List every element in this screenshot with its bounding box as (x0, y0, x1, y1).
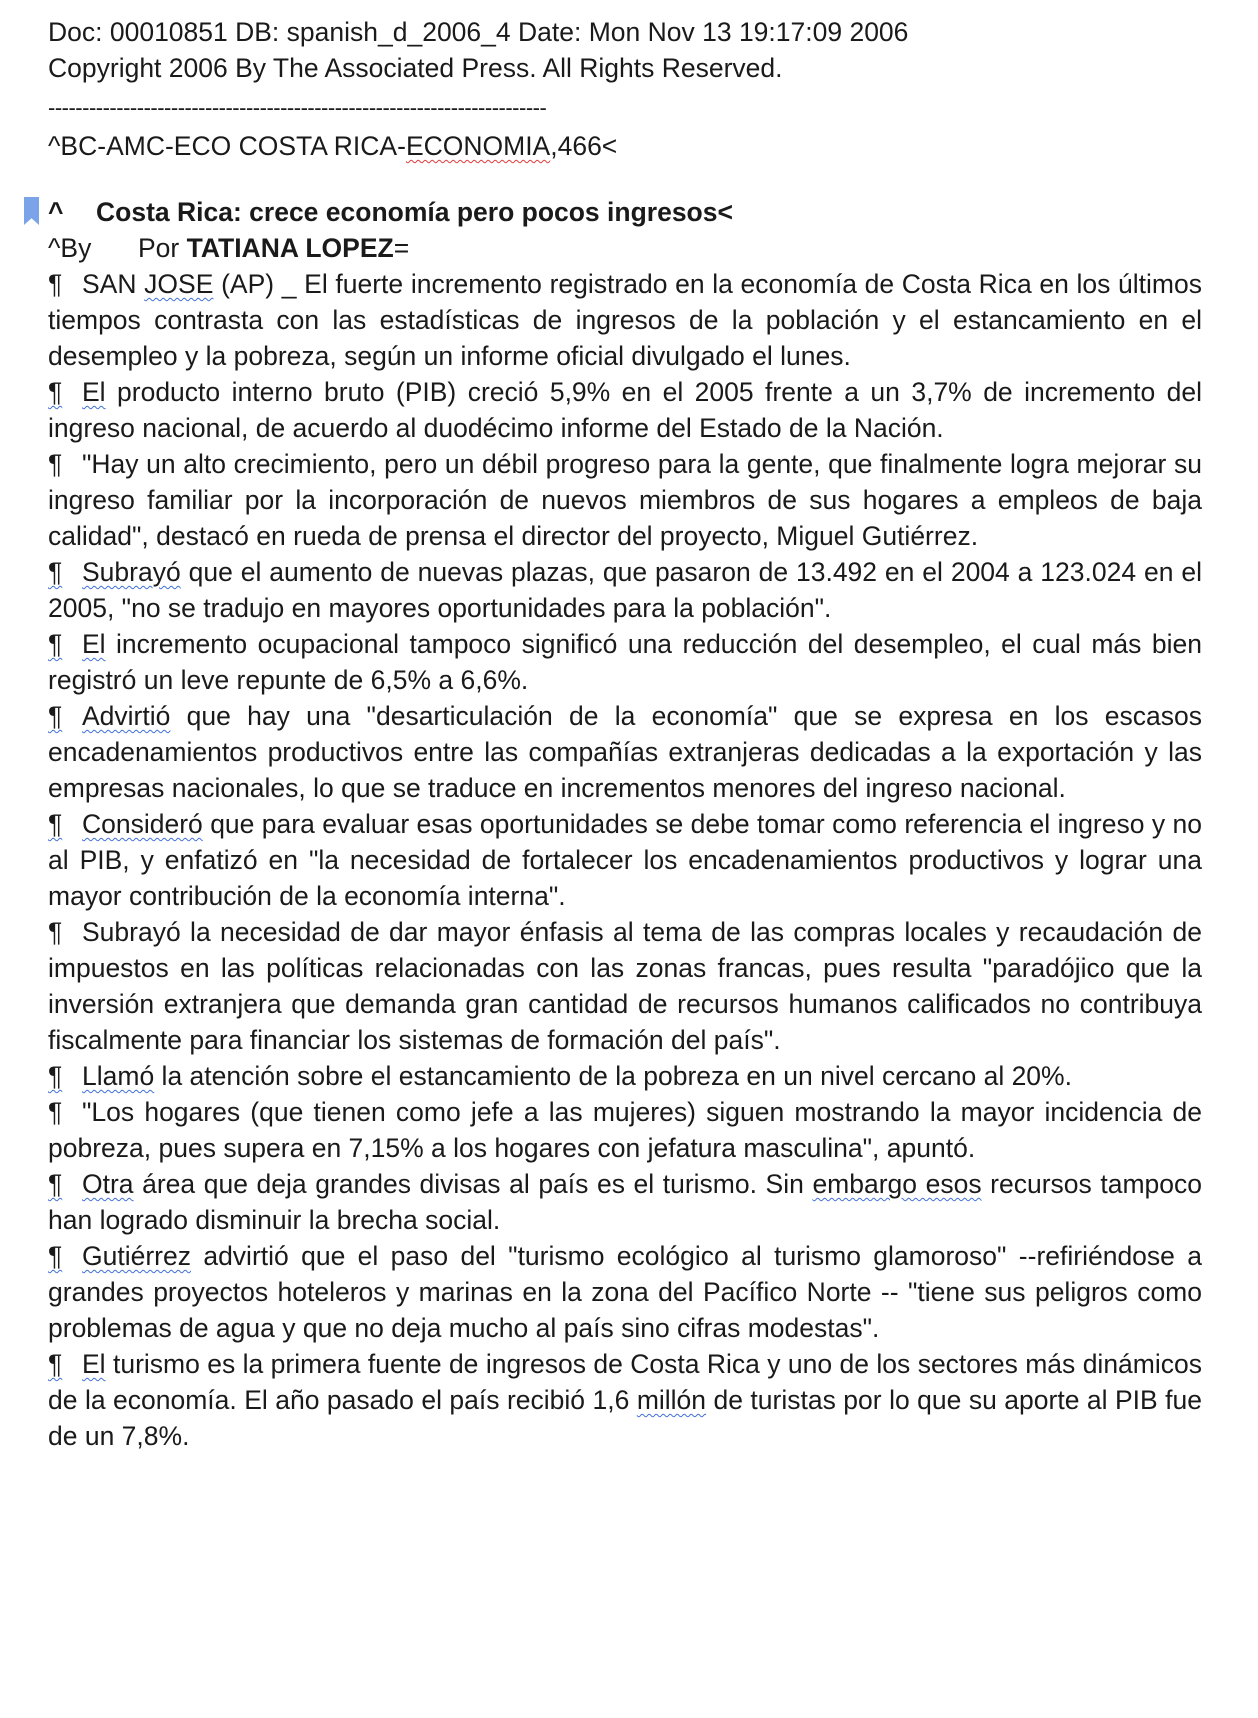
spellcheck-flagged-word: Subrayó (82, 557, 181, 587)
spellcheck-flagged-word: El (82, 377, 106, 407)
byline (48, 230, 1202, 266)
article-paragraph (48, 1058, 1202, 1094)
paragraph-text: recursos tampoco han logrado disminuir la brecha social. (48, 1169, 1202, 1235)
pilcrow-mark: ¶ (48, 377, 63, 407)
paragraph-text: (AP) _ El fuerte incremento registrado en la economía de Costa Rica en los últimos tiempos contrasta con las estadísticas de ingresos de la población y el estancamiento en el desempleo y la pobreza, según un informe oficial divulgado el lunes. (48, 269, 1202, 371)
separator-rule: ------------------------------------------------------------------------- (48, 95, 547, 120)
paragraph-text: área que deja grandes divisas al país es el turismo. Sin (133, 1169, 813, 1199)
paragraph-text: Subrayó la necesidad de dar mayor énfasis al tema de las compras locales y recaudación de impuestos en las políticas relacionadas con las zonas francas, pues resulta "paradójico que la inversión extranjera que demanda gran cantidad de recursos humanos calificados no contribuya fiscalmente para financiar los sistemas de formación del país". (48, 917, 1202, 1055)
article-paragraph (48, 698, 1202, 806)
paragraph-text: que para evaluar esas oportunidades se debe tomar como referencia el ingreso y no al PIB, y enfatizó en "la necesidad de fortalecer los encadenamientos productivos y lograr una mayor contribución de la economía interna". (48, 809, 1202, 911)
spellcheck-flagged-word: JOSE (144, 269, 214, 299)
spellcheck-flagged-word: El (82, 629, 106, 659)
article-paragraph (48, 446, 1202, 554)
paragraph-text: "Hay un alto crecimiento, pero un débil progreso para la gente, que finalmente logra mejorar su ingreso familiar por la incorporación de nuevos miembros de sus hogares a empleos de baja calidad", destacó en rueda de prensa el director del proyecto, Miguel Gutiérrez. (48, 449, 1202, 551)
paragraph-text: la atención sobre el estancamiento de la pobreza en un nivel cercano al 20%. (154, 1061, 1072, 1091)
paragraph-text: producto interno bruto (PIB) creció 5,9% en el 2005 frente a un 3,7% de incremento del ingreso nacional, de acuerdo al duodécimo informe del Estado de la Nación. (48, 377, 1202, 443)
byline-by: ^By (48, 233, 92, 263)
article-paragraph (48, 1238, 1202, 1346)
spellcheck-flagged-word: Gutiérrez (82, 1241, 191, 1271)
spellcheck-flagged-word: embargo esos (812, 1169, 982, 1199)
paragraph-lead: SAN (82, 269, 145, 299)
slug-prefix: ^BC-AMC-ECO COSTA RICA- (48, 131, 406, 161)
paragraph-text: que hay una "desarticulación de la economía" que se expresa en los escasos encadenamientos productivos entre las compañías extranjeras dedicadas a la exportación y las empresas nacionales, lo que se traduce en incrementos menores del ingreso nacional. (48, 701, 1202, 803)
paragraph-text: incremento ocupacional tampoco significó una reducción del desempleo, el cual más bien registró un leve repunte de 6,5% a 6,6%. (48, 629, 1202, 695)
paragraph-text: advirtió que el paso del "turismo ecológico al turismo glamoroso" --refiriéndose a grandes proyectos hoteleros y marinas en la zona del Pacífico Norte -- "tiene sus peligros como problemas de agua y que no deja mucho al país sino cifras modestas". (48, 1241, 1202, 1343)
article-paragraph (48, 554, 1202, 626)
copyright-line: Copyright 2006 By The Associated Press. All Rights Reserved. (48, 53, 783, 83)
pilcrow-mark: ¶ (48, 1061, 63, 1091)
pilcrow-mark: ¶ (48, 557, 63, 587)
article-paragraph (48, 1094, 1202, 1166)
doc-info-line: Doc: 00010851 DB: spanish_d_2006_4 Date: Mon Nov 13 19:17:09 2006 (48, 17, 909, 47)
story-slug (48, 126, 1202, 166)
pilcrow-mark: ¶ (48, 449, 63, 479)
slug-suffix: ,466< (550, 131, 618, 161)
paragraph-text: que el aumento de nuevas plazas, que pasaron de 13.492 en el 2004 a 123.024 en el 2005, "no se tradujo en mayores oportunidades para la población". (48, 557, 1202, 623)
article-paragraph (48, 626, 1202, 698)
pilcrow-mark: ¶ (48, 629, 63, 659)
article-paragraph (48, 1346, 1202, 1454)
byline-end: = (393, 233, 410, 263)
pilcrow-mark: ¶ (48, 1349, 63, 1379)
article-paragraph (48, 374, 1202, 446)
paragraph-text: "Los hogares (que tienen como jefe a las mujeres) siguen mostrando la mayor incidencia de pobreza, pues supera en 7,15% a los hogares con jefatura masculina", apuntó. (48, 1097, 1202, 1163)
pilcrow-mark: ¶ (48, 269, 63, 299)
pilcrow-mark: ¶ (48, 917, 63, 947)
paragraph-text: turismo es la primera fuente de ingresos de Costa Rica y uno de los sectores más dinámicos de la economía. El año pasado el país recibió 1,6 (48, 1349, 1202, 1415)
headline-caret: ^ (48, 197, 64, 227)
article-paragraph (48, 914, 1202, 1058)
article-paragraph (48, 1166, 1202, 1238)
pilcrow-mark: ¶ (48, 701, 63, 731)
document-page (48, 14, 1202, 1454)
byline-author: TATIANA LOPEZ (186, 233, 394, 263)
article-paragraph (48, 806, 1202, 914)
spellcheck-flagged-word: Llamó (82, 1061, 155, 1091)
spellcheck-flagged-word: millón (636, 1385, 707, 1415)
pilcrow-mark: ¶ (48, 1169, 63, 1199)
spellcheck-flagged-word: Consideró (82, 809, 203, 839)
paragraph-text: de turistas por lo que su aporte al PIB fue de un 7,8%. (48, 1385, 1202, 1451)
spellcheck-flagged-word: Advirtió (82, 701, 171, 731)
article-body (48, 266, 1202, 1454)
spellcheck-flagged-word: El (82, 1349, 106, 1379)
slug-word-spellcheck: ECONOMIA (405, 131, 551, 161)
pilcrow-mark: ¶ (48, 809, 63, 839)
pilcrow-mark: ¶ (48, 1241, 63, 1271)
spellcheck-flagged-word: Otra (82, 1169, 134, 1199)
article-paragraph (48, 266, 1202, 374)
pilcrow-mark: ¶ (48, 1097, 63, 1127)
headline (48, 194, 1202, 230)
bookmark-icon[interactable] (24, 197, 39, 225)
byline-por: Por (138, 233, 187, 263)
headline-text: Costa Rica: crece economía pero pocos ingresos< (96, 197, 733, 227)
